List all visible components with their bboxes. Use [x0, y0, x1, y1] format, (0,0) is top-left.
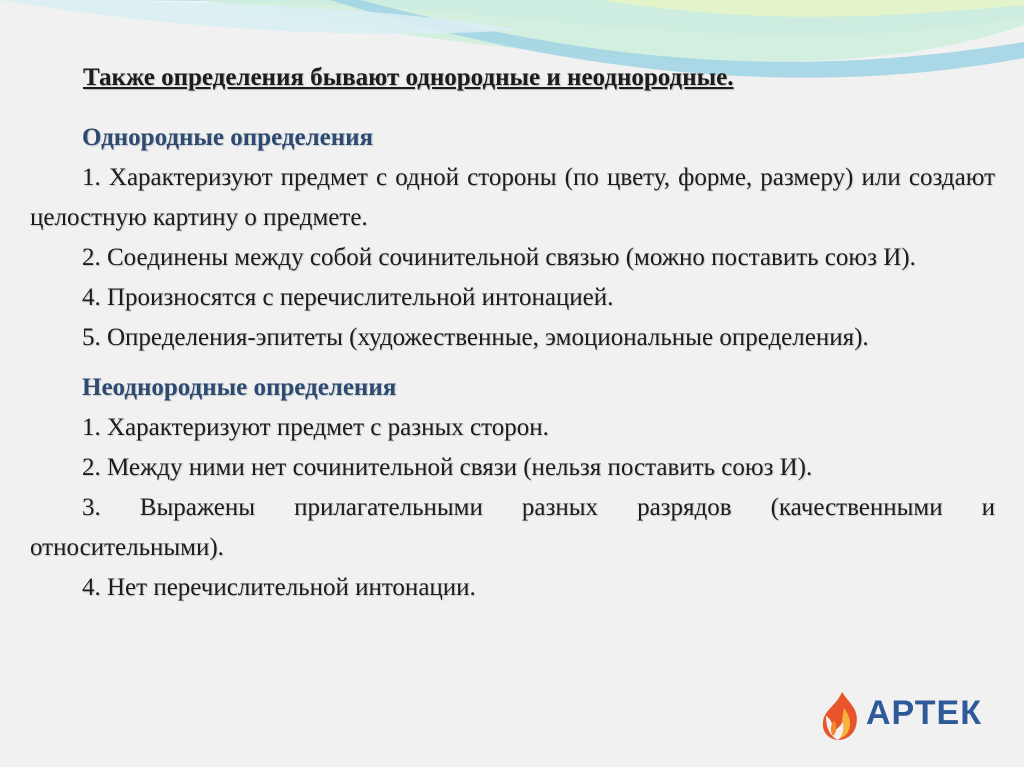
heterogeneous-item: 3. Выражены прилагательными разных разрядов (качественными и относительными). — [30, 494, 995, 561]
heterogeneous-item: 1. Характеризуют предмет с разных сторон. — [82, 414, 549, 441]
homogeneous-item: 1. Характеризуют предмет с одной стороны (по цвету, форме, размеру) или создают целостную картину о предмете. — [30, 164, 995, 231]
homogeneous-item: 5. Определения-эпитеты (художественные, эмоциональные определения). — [82, 324, 869, 351]
slide-title: Также определения бывают однородные и неоднородные. — [83, 64, 734, 91]
artek-logo — [820, 690, 1010, 742]
heterogeneous-item: 2. Между ними нет сочинительной связи (нельзя поставить союз И). — [82, 454, 813, 481]
decorative-wave-banner — [0, 0, 1024, 110]
homogeneous-item: 2. Соединены между собой сочинительной связью (можно поставить союз И). — [82, 244, 916, 271]
heterogeneous-item: 4. Нет перечислительной интонации. — [82, 574, 476, 601]
heterogeneous-heading: Неоднородные определения — [82, 374, 397, 401]
flame-icon — [820, 690, 864, 742]
homogeneous-heading: Однородные определения — [82, 124, 374, 151]
homogeneous-item: 4. Произносятся с перечислительной интонацией. — [82, 284, 614, 311]
logo-text: АРТЕК — [866, 694, 982, 732]
slide-content — [30, 118, 995, 608]
